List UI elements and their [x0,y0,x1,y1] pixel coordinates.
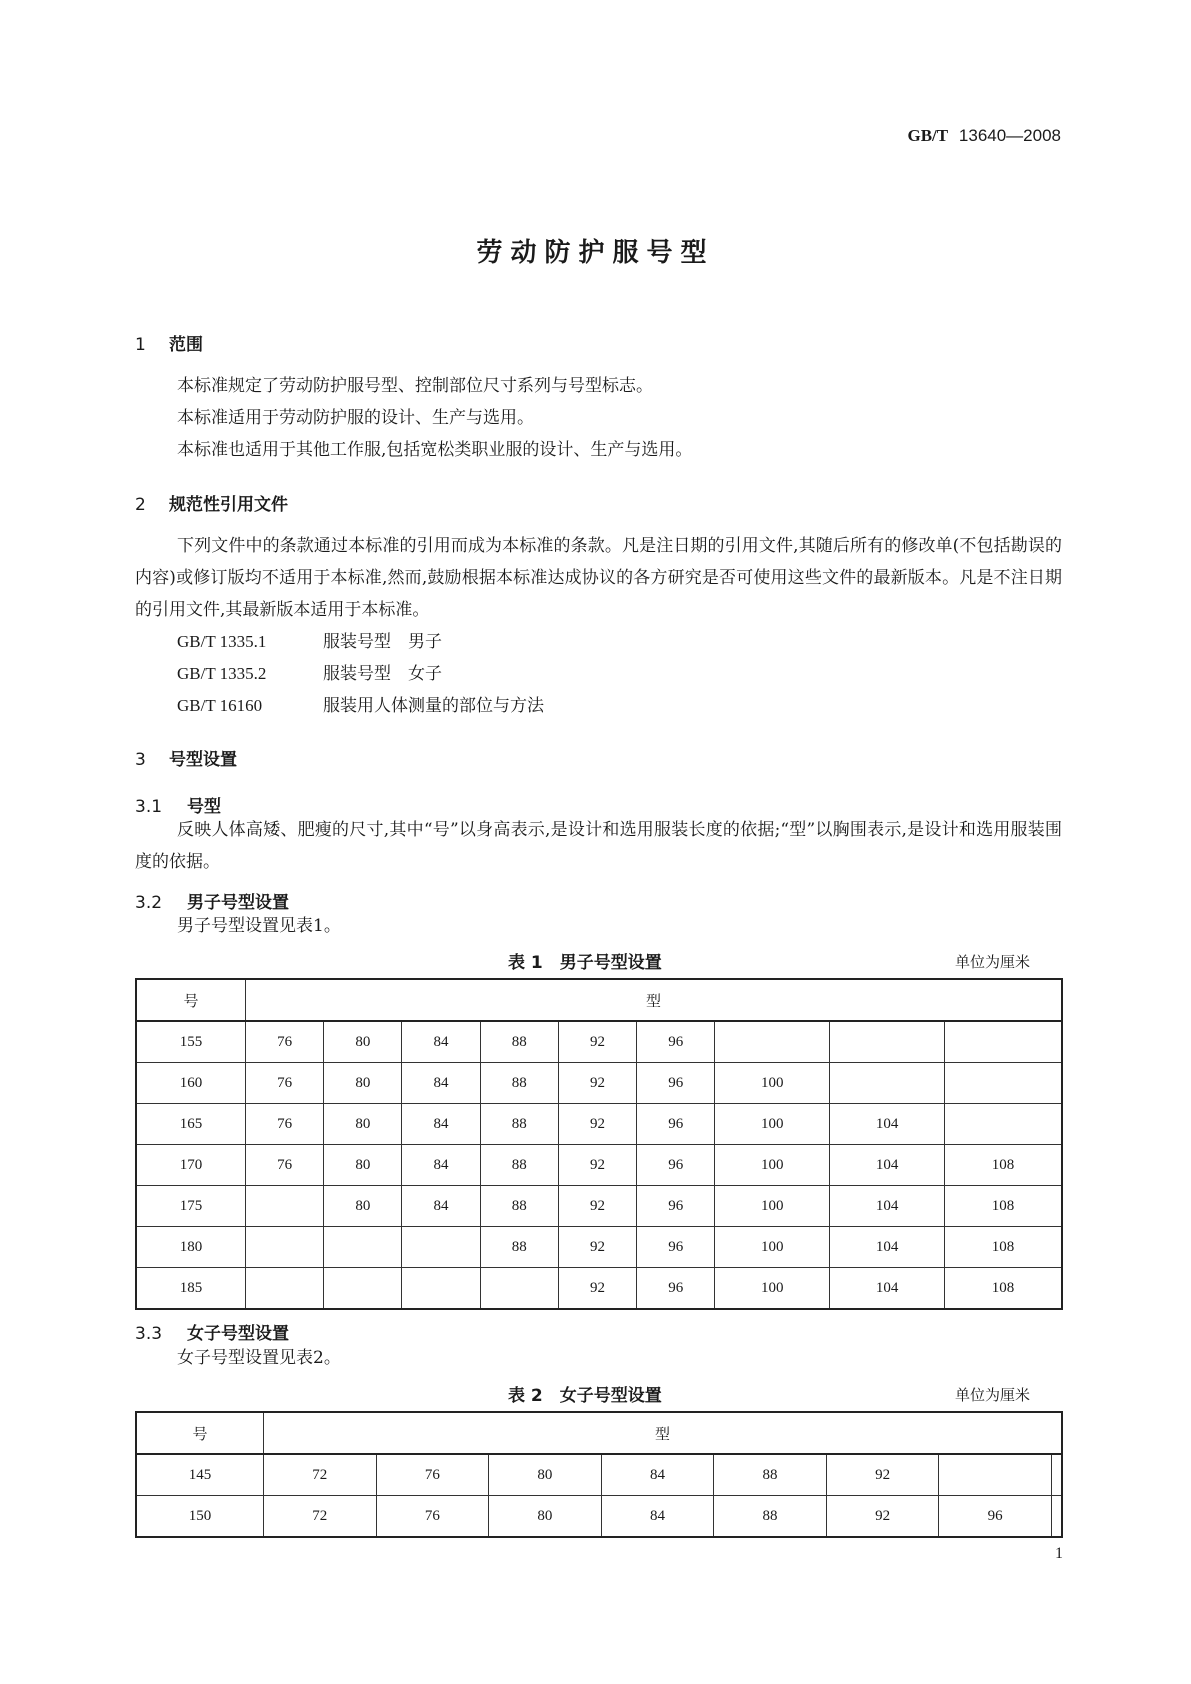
table-row: 155 76 80 84 88 92 96 [136,1021,1062,1063]
page-number: 1 [1055,1545,1063,1562]
table-row: 160 76 80 84 88 92 96 100 [136,1063,1062,1104]
reference-item: GB/T 1335.1 服装号型 男子 [177,632,442,652]
table-row: 185 92 96 100 104 108 [136,1268,1062,1310]
table-header-row [136,1412,1062,1454]
section-1-para-3: 本标准也适用于其他工作服,包括宽松类职业服的设计、生产与选用。 [177,440,693,460]
section-1-heading: 1 范围 [135,335,203,355]
header-hao: 号 [136,1412,264,1454]
table-1-male-sizes [135,978,1063,1310]
table-row: 150 72 76 80 84 88 92 96 [136,1496,1062,1538]
section-3-1-heading: 3.1 号型 [135,797,221,817]
reference-item: GB/T 1335.2 服装号型 女子 [177,664,442,684]
section-3-2-heading: 3.2 男子号型设置 [135,893,289,913]
section-3-3-para: 女子号型设置见表2。 [177,1348,341,1368]
table-row: 175 80 84 88 92 96 100 104 108 [136,1186,1062,1227]
table-2-unit: 单位为厘米 [955,1386,1031,1404]
section-3-3-heading: 3.3 女子号型设置 [135,1324,289,1344]
table-row: 180 88 92 96 100 104 108 [136,1227,1062,1268]
table-1-unit: 单位为厘米 [955,953,1031,971]
section-1-para-1: 本标准规定了劳动防护服号型、控制部位尺寸系列与号型标志。 [177,376,653,396]
header-xing: 型 [264,1412,1063,1454]
header-xing: 型 [246,979,1063,1021]
section-2-para: 下列文件中的条款通过本标准的引用而成为本标准的条款。凡是注日期的引用文件,其随后所有的修改单(不包括勘误的内容)或修订版均不适用于本标准,然而,鼓励根据本标准达成协议的各方研究是否可使用这些文件的最新版本。凡是不注日期的引用文件,其最新版本适用于本标准。 [135,536,1062,620]
table-2-caption: 表 2 女子号型设置 [508,1386,662,1406]
section-1-para-2: 本标准适用于劳动防护服的设计、生产与选用。 [177,408,534,428]
table-row: 165 76 80 84 88 92 96 100 104 [136,1104,1062,1145]
table-row: 170 76 80 84 88 92 96 100 104 108 [136,1145,1062,1186]
section-2-heading: 2 规范性引用文件 [135,495,288,515]
section-3-1-para: 反映人体高矮、肥瘦的尺寸,其中“号”以身高表示,是设计和选用服装长度的依据;“型”以胸围表示,是设计和选用服装围度的依据。 [135,820,1062,872]
table-2-female-sizes [135,1411,1063,1538]
section-3-2-para: 男子号型设置见表1。 [177,916,341,936]
table-header-row [136,979,1062,1021]
standard-code: GB/T 13640—2008 [907,126,1061,145]
reference-item: GB/T 16160 服装用人体测量的部位与方法 [177,696,544,716]
header-hao: 号 [136,979,246,1021]
table-1-caption: 表 1 男子号型设置 [508,953,662,973]
document-title: 劳动防护服号型 [476,238,715,268]
table-row: 145 72 76 80 84 88 92 [136,1454,1062,1496]
section-3-heading: 3 号型设置 [135,750,237,770]
